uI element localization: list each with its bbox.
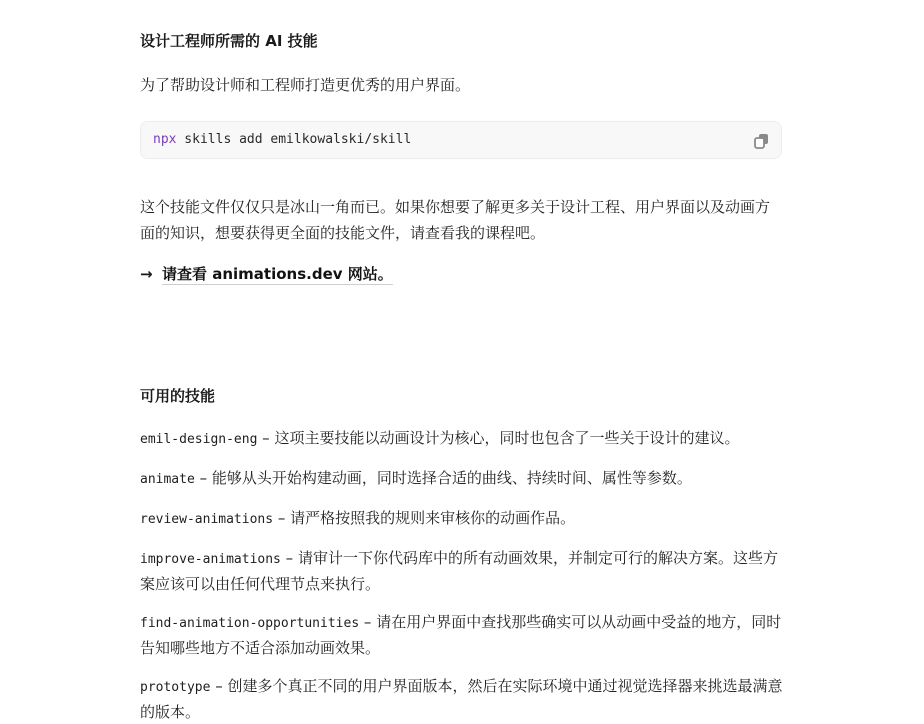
- skills-section-title: 可用的技能: [140, 387, 216, 405]
- skill-name: find-animation-opportunities: [140, 616, 360, 631]
- skill-item-emil-design-eng: [140, 426, 784, 452]
- skill-name: review-animations: [140, 512, 274, 527]
- skill-item-review-animations: [140, 506, 784, 532]
- skill-separator: –: [273, 509, 291, 527]
- skill-separator: –: [280, 549, 298, 567]
- page-title: 设计工程师所需的 AI 技能: [140, 32, 318, 50]
- install-command-line: [153, 131, 411, 149]
- skill-separator: –: [210, 677, 228, 695]
- skill-description: 这项主要技能以动画设计为核心，同时也包含了一些关于设计的建议。: [274, 429, 740, 447]
- install-command-block: [140, 121, 782, 159]
- skill-description: 创建多个真正不同的用户界面版本，然后在实际环境中通过视觉选择器来挑选最满意的版本。: [140, 677, 783, 721]
- skill-separator: –: [359, 613, 377, 631]
- skill-description: 能够从头开始构建动画，同时选择合适的曲线、持续时间、属性等参数。: [211, 469, 692, 487]
- note-paragraph: 这个技能文件仅仅只是冰山一角而已。如果你想要了解更多关于设计工程、用户界面以及动画方面的知识，想要获得更全面的技能文件，请查看我的课程吧。: [140, 198, 771, 242]
- skill-description: 请审计一下你代码库中的所有动画效果，并制定可行的解决方案。这些方案应该可以由任何代理节点来执行。: [140, 549, 778, 593]
- skill-separator: –: [257, 429, 275, 447]
- skill-separator: –: [194, 469, 212, 487]
- copy-icon[interactable]: [753, 132, 771, 150]
- skill-item-prototype: [140, 674, 784, 724]
- command-args: skills add emilkowalski/skill: [176, 132, 412, 147]
- skill-description: 请严格按照我的规则来审核你的动画作品。: [290, 509, 576, 527]
- skill-name: emil-design-eng: [140, 432, 258, 447]
- animations-dev-link[interactable]: 请查看 animations.dev 网站。: [162, 265, 393, 283]
- intro-subtitle: 为了帮助设计师和工程师打造更优秀的用户界面。: [140, 76, 471, 94]
- skill-item-animate: [140, 466, 784, 492]
- skill-name: prototype: [140, 680, 211, 695]
- animations-link-row: [140, 264, 393, 286]
- command-keyword: npx: [153, 132, 177, 147]
- skill-item-find-animation-opportunities: [140, 610, 784, 660]
- skill-name: animate: [140, 472, 195, 487]
- skill-name: improve-animations: [140, 552, 281, 567]
- copy-icon-graphic: [753, 132, 771, 150]
- skill-description: 请在用户界面中查找那些确实可以从动画中受益的地方，同时告知哪些地方不适合添加动画效果。: [140, 613, 782, 657]
- arrow-right-icon: →: [140, 265, 153, 283]
- skill-item-improve-animations: [140, 546, 784, 596]
